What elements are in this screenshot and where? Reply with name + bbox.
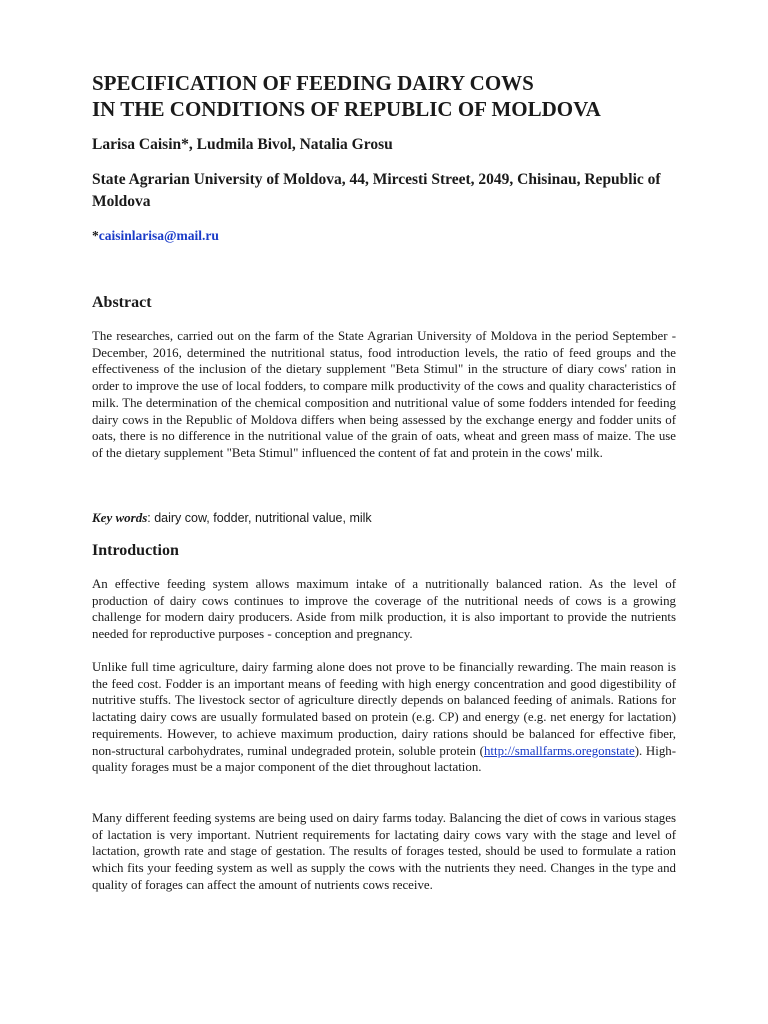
keywords	[92, 510, 372, 526]
reference-link[interactable]: http://smallfarms.oregonstate	[483, 743, 635, 758]
abstract-text: The researches, carried out on the farm of the State Agrarian University of Moldova in the period September - December, 2016, determined the nutritional status, food introduction levels, the ratio of feed groups and the effectiveness of the inclusion of the dietary supplement "Beta Stimul" in the structure of diary cows' ration in order to improve the use of local fodders, to compare milk productivity of the cows and quality characteristics of milk. The determination of the chemical composition and nutritional value of some fodders intended for feeding dairy cows in the Republic of Moldova differs when being assessed by the exchange energy and fodder units of oats, there is no difference in the nutritional value of the grain of oats, wheat and green mass of maize. The use of the dietary supplement "Beta Stimul" influenced the content of fat and protein in the cows' milk.	[92, 329, 676, 460]
title-line-2: IN THE CONDITIONS OF REPUBLIC OF MOLDOVA	[92, 97, 601, 121]
keywords-text: : dairy cow, fodder, nutritional value, milk	[147, 511, 372, 525]
introduction-heading: Introduction	[92, 542, 179, 559]
email-prefix: *	[92, 228, 99, 243]
affiliation: State Agrarian University of Moldova, 44, Mircesti Street, 2049, Chisinau, Republic of Moldova	[92, 171, 661, 210]
intro-paragraph-1: An effective feeding system allows maximum intake of a nutritionally balanced ration. As the level of production of dairy cows continues to improve the coverage of the nutritional needs of cows is a growing challenge for modern dairy producers. Aside from milk production, it is also important to provide the nutrients needed for reproductive purposes - conception and pregnancy.	[92, 577, 676, 642]
email-link[interactable]: caisinlarisa@mail.ru	[98, 228, 219, 243]
intro-paragraph-2-text: Unlike full time agriculture, dairy farming alone does not prove to be financially rewarding. The main reason is the feed cost. Fodder is an important means of feeding with high energy concentration and good digestibility of nutritive stuffs. The livestock sector of agriculture directly depends on balanced feeding of animals. Rations for lactating dairy cows are usually formulated based on protein (e.g. CP) and energy (e.g. net energy for lactation) requirements. However, to achieve maximum production, dairy rations should be balanced for effective fiber, non-structural carbohydrates, ruminal undegraded protein, soluble protein (	[92, 660, 676, 758]
intro-paragraph-2-end: ). High-quality forages must be a major component of the diet throughout lactation.	[92, 743, 677, 775]
intro-paragraph-3: Many different feeding systems are being used on dairy farms today. Balancing the diet of cows in various stages of lactation is very important. Nutrient requirements for lactating dairy cows vary with the stage and level of lactation, growth rate and stage of gestation. The results of forages tested, should be used to formulate a ration which fits your feeding system as well as supply the cows with the nutrients they need. Changes in the type and quality of forages can affect the amount of nutrients cows receive.	[92, 811, 676, 892]
corresponding-email	[92, 228, 219, 244]
intro-paragraph-2	[92, 659, 676, 776]
authors: Larisa Caisin*, Ludmila Bivol, Natalia Grosu	[92, 136, 393, 153]
abstract-heading: Abstract	[92, 294, 152, 311]
title-line-1: SPECIFICATION OF FEEDING DAIRY COWS	[92, 71, 534, 95]
keywords-label: Key words	[92, 510, 148, 525]
paper-title	[92, 70, 712, 122]
